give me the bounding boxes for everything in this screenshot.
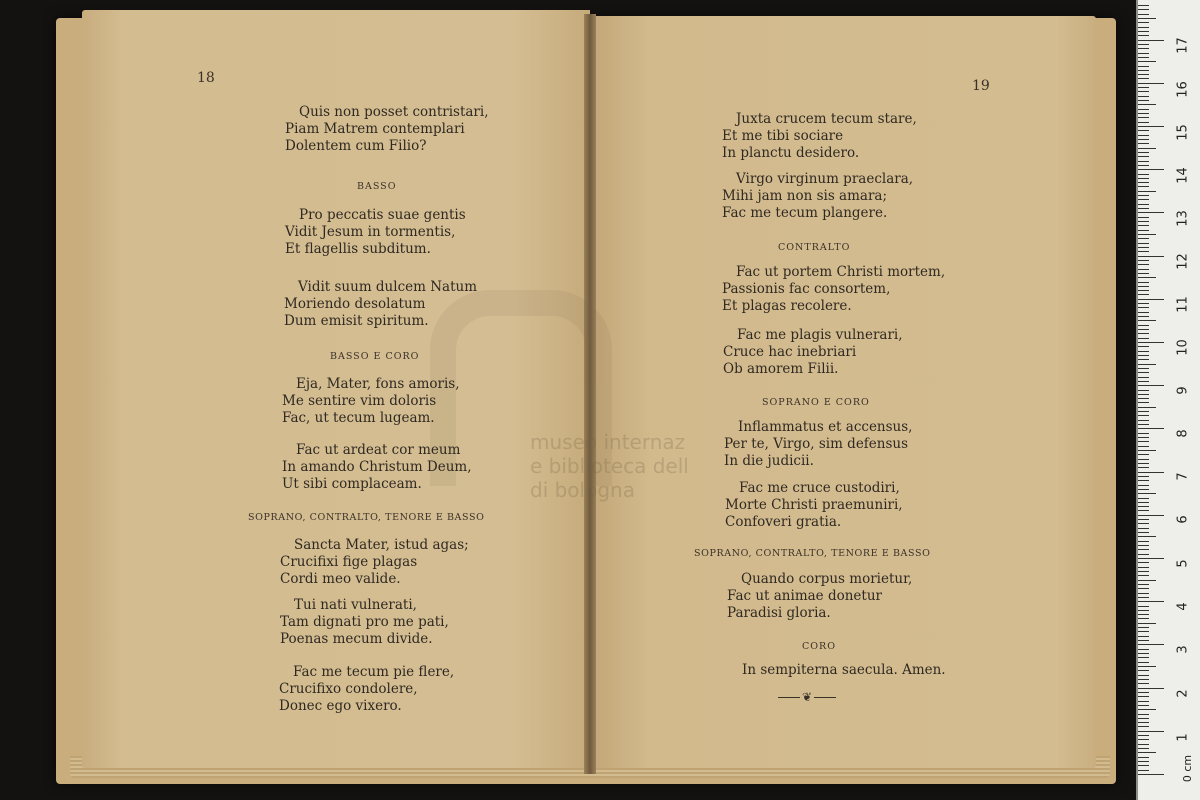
ruler-tick [1138, 752, 1156, 753]
ruler-tick [1138, 18, 1156, 19]
ruler-tick [1138, 238, 1149, 239]
ruler-tick [1138, 735, 1149, 736]
ruler-tick [1138, 109, 1149, 110]
ruler-tick [1138, 765, 1149, 766]
right-stanza-6: Fac me cruce custodiri, Morte Christi praemuniri, Confoveri gratia. [725, 480, 903, 530]
ruler-tick [1138, 225, 1149, 226]
right-stanza-7: Quando corpus morietur, Fac ut animae donetur Paradisi gloria. [727, 571, 913, 621]
ruler-number: 17 [1175, 37, 1191, 54]
ruler-tick [1138, 666, 1156, 667]
ruler-tick [1138, 351, 1149, 352]
ruler-number: 12 [1175, 253, 1191, 270]
ruler-tick [1138, 653, 1149, 654]
ruler-tick [1138, 100, 1149, 101]
ruler-tick [1138, 567, 1149, 568]
ruler-tick [1138, 420, 1149, 421]
left-heading-basso: BASSO [357, 181, 397, 192]
ruler-tick [1138, 74, 1149, 75]
ruler-tick [1138, 14, 1149, 15]
ruler-tick [1138, 718, 1149, 719]
ruler-tick [1138, 40, 1164, 41]
ruler-tick [1138, 441, 1149, 442]
ruler-tick [1138, 381, 1149, 382]
ruler-tick [1138, 126, 1164, 127]
left-stanza-7: Tui nati vulnerati, Tam dignati pro me pati, Poenas mecum divide. [280, 597, 449, 647]
end-ornament [778, 690, 836, 704]
ruler-tick [1138, 644, 1164, 645]
ruler-tick [1138, 739, 1149, 740]
ruler-tick [1138, 346, 1149, 347]
ruler-tick [1138, 22, 1149, 23]
ruler-tick [1138, 502, 1149, 503]
ruler-tick [1138, 372, 1149, 373]
ruler-tick [1138, 390, 1149, 391]
ruler-tick [1138, 174, 1149, 175]
left-stanza-3: Vidit suum dulcem Natum Moriendo desolatum Dum emisit spiritum. [284, 279, 477, 329]
ruler-tick [1138, 230, 1149, 231]
ruler-tick [1138, 679, 1149, 680]
ruler-number: 7 [1175, 472, 1191, 481]
ruler-tick [1138, 649, 1149, 650]
ruler-tick [1138, 398, 1149, 399]
ruler-tick [1138, 597, 1149, 598]
ruler-tick [1138, 44, 1149, 45]
ruler-tick [1138, 770, 1149, 771]
ruler-tick [1138, 31, 1149, 32]
ruler-tick [1138, 614, 1149, 615]
ruler-tick [1138, 234, 1156, 235]
ruler-tick [1138, 428, 1164, 429]
ruler-tick [1138, 411, 1149, 412]
ruler-tick [1138, 610, 1149, 611]
ruler-tick [1138, 256, 1164, 257]
left-heading-quartet: SOPRANO, CONTRALTO, TENORE E BASSO [248, 512, 485, 523]
ruler-tick [1138, 359, 1149, 360]
right-stanza-2: Virgo virginum praeclara, Mihi jam non sis amara; Fac me tecum plangere. [722, 171, 914, 221]
right-stanza-5: Inflammatus et accensus, Per te, Virgo, sim defensus In die judicii. [724, 419, 913, 469]
ruler-tick [1138, 571, 1149, 572]
ruler-number: 11 [1175, 296, 1191, 313]
ruler-tick [1138, 5, 1149, 6]
measurement-ruler [1136, 0, 1200, 800]
ruler-tick [1138, 657, 1149, 658]
ruler-tick [1138, 368, 1149, 369]
ruler-tick [1138, 688, 1164, 689]
ruler-tick [1138, 169, 1164, 170]
ruler-tick [1138, 48, 1149, 49]
ruler-tick [1138, 437, 1149, 438]
ruler-tick [1138, 260, 1149, 261]
ruler-tick [1138, 139, 1149, 140]
ruler-tick [1138, 299, 1164, 300]
ruler-tick [1138, 476, 1149, 477]
ruler-tick [1138, 623, 1156, 624]
left-stanza-2: Pro peccatis suae gentis Vidit Jesum in tormentis, Et flagellis subditum. [285, 207, 466, 257]
ruler-tick [1138, 312, 1149, 313]
ruler-tick [1138, 394, 1149, 395]
ruler-tick [1138, 627, 1149, 628]
ruler-tick [1138, 70, 1149, 71]
ruler-tick [1138, 221, 1149, 222]
left-stanza-6: Sancta Mater, istud agas; Crucifixi fige plagas Cordi meo valide. [280, 537, 469, 587]
ruler-number: 3 [1175, 645, 1191, 654]
ruler-tick [1138, 480, 1149, 481]
page-number-right: 19 [972, 78, 990, 94]
ruler-tick [1138, 402, 1149, 403]
ruler-tick [1138, 35, 1149, 36]
ruler-tick [1138, 269, 1149, 270]
ruler-tick [1138, 705, 1149, 706]
right-heading-contralto: CONTRALTO [778, 242, 851, 253]
ruler-tick [1138, 454, 1149, 455]
ruler-number: 4 [1175, 602, 1191, 611]
ruler-tick [1138, 744, 1149, 745]
left-stanza-5: Fac ut ardeat cor meum In amando Christum Deum, Ut sibi complaceam. [282, 442, 472, 492]
ruler-tick [1138, 182, 1149, 183]
right-heading-quartet: SOPRANO, CONTRALTO, TENORE E BASSO [694, 548, 931, 559]
ruler-tick [1138, 204, 1149, 205]
ruler-number: 10 [1175, 339, 1191, 356]
ruler-number: 8 [1175, 429, 1191, 438]
watermark-text: museo internaz e biblioteca dell di bologna [530, 430, 689, 502]
ruler-tick [1138, 290, 1149, 291]
ruler-number: 1 [1175, 733, 1191, 742]
right-heading-coro: CORO [802, 641, 836, 652]
ruler-tick [1138, 273, 1149, 274]
ruler-tick [1138, 774, 1164, 775]
ruler-tick [1138, 212, 1164, 213]
ruler-tick [1138, 329, 1149, 330]
ruler-tick [1138, 463, 1149, 464]
ruler-tick [1138, 757, 1149, 758]
ruler-tick [1138, 57, 1149, 58]
ruler-tick [1138, 243, 1149, 244]
ruler-tick [1138, 536, 1156, 537]
ruler-tick [1138, 467, 1149, 468]
ruler-tick [1138, 113, 1149, 114]
ruler-tick [1138, 510, 1149, 511]
ruler-tick [1138, 675, 1149, 676]
ruler-tick [1138, 83, 1164, 84]
ruler-tick [1138, 545, 1149, 546]
ruler-tick [1138, 286, 1149, 287]
ruler-tick [1138, 117, 1149, 118]
ruler-tick [1138, 558, 1164, 559]
ruler-tick [1138, 554, 1149, 555]
ruler-tick [1138, 523, 1149, 524]
ruler-tick [1138, 104, 1156, 105]
ruler-tick [1138, 562, 1149, 563]
ruler-tick [1138, 601, 1164, 602]
ruler-tick [1138, 506, 1149, 507]
ruler-tick [1138, 156, 1149, 157]
ruler-tick [1138, 143, 1149, 144]
ruler-tick [1138, 307, 1149, 308]
ruler-tick [1138, 606, 1149, 607]
ruler-tick [1138, 325, 1149, 326]
ruler-number: 14 [1175, 167, 1191, 184]
ruler-tick [1138, 498, 1149, 499]
ruler-tick [1138, 186, 1149, 187]
ruler-tick [1138, 96, 1149, 97]
ruler-tick [1138, 247, 1149, 248]
ruler-tick [1138, 515, 1164, 516]
ruler-number: 15 [1175, 124, 1191, 141]
ruler-tick [1138, 528, 1149, 529]
ruler-tick [1138, 135, 1149, 136]
ruler-tick [1138, 91, 1149, 92]
ruler-tick [1138, 450, 1156, 451]
ruler-tick [1138, 636, 1149, 637]
ruler-tick [1138, 130, 1149, 131]
ruler-tick [1138, 722, 1149, 723]
ruler-tick [1138, 588, 1149, 589]
ruler-tick [1138, 87, 1149, 88]
ruler-number: 6 [1175, 515, 1191, 524]
ruler-tick [1138, 761, 1149, 762]
ruler-tick [1138, 9, 1149, 10]
ruler-tick [1138, 320, 1156, 321]
ruler-tick [1138, 364, 1156, 365]
ruler-tick [1138, 662, 1149, 663]
ruler-tick [1138, 631, 1149, 632]
ruler-tick [1138, 264, 1149, 265]
right-heading-soprano-coro: SOPRANO E CORO [762, 397, 870, 408]
ruler-number: 9 [1175, 386, 1191, 395]
ruler-tick [1138, 161, 1149, 162]
ruler-tick [1138, 692, 1149, 693]
left-stanza-4: Eja, Mater, fons amoris, Me sentire vim doloris Fac, ut tecum lugeam. [282, 376, 460, 426]
ruler-tick [1138, 575, 1149, 576]
ruler-tick [1138, 726, 1149, 727]
ruler-tick [1138, 152, 1149, 153]
ruler-tick [1138, 208, 1149, 209]
ruler-number: 16 [1175, 81, 1191, 98]
closing-line: In sempiterna saecula. Amen. [742, 662, 946, 678]
right-stanza-3: Fac ut portem Christi mortem, Passionis fac consortem, Et plagas recolere. [722, 264, 946, 314]
ruler-tick [1138, 316, 1149, 317]
ruler-tick [1138, 593, 1149, 594]
left-stanza-1: Quis non posset contristari, Piam Matrem contemplari Dolentem cum Filio? [285, 104, 489, 154]
ruler-tick [1138, 701, 1149, 702]
left-stanza-8: Fac me tecum pie flere, Crucifixo condolere, Donec ego vixero. [279, 664, 455, 714]
ruler-tick [1138, 385, 1164, 386]
ruler-tick [1138, 333, 1149, 334]
ruler-tick [1138, 355, 1149, 356]
ruler-tick [1138, 61, 1156, 62]
ruler-tick [1138, 377, 1149, 378]
ruler-tick [1138, 446, 1149, 447]
ruler-tick [1138, 282, 1149, 283]
ruler-tick [1138, 519, 1149, 520]
ruler-tick [1138, 541, 1149, 542]
ruler-unit-label: 0 cm [1181, 754, 1195, 783]
ruler-tick [1138, 714, 1149, 715]
ruler-tick [1138, 549, 1149, 550]
ruler-tick [1138, 338, 1149, 339]
ruler-tick [1138, 618, 1149, 619]
ruler-tick [1138, 122, 1149, 123]
ruler-tick [1138, 748, 1149, 749]
right-stanza-1: Juxta crucem tecum stare, Et me tibi sociare In planctu desidero. [722, 111, 917, 161]
ruler-tick [1138, 251, 1149, 252]
right-stanza-4: Fac me plagis vulnerari, Cruce hac inebriari Ob amorem Filii. [723, 327, 903, 377]
ruler-tick [1138, 670, 1149, 671]
ruler-tick [1138, 294, 1149, 295]
ruler-tick [1138, 415, 1149, 416]
ruler-tick [1138, 709, 1156, 710]
ruler-tick [1138, 53, 1149, 54]
ruler-tick [1138, 472, 1164, 473]
ruler-tick [1138, 407, 1156, 408]
ruler-tick [1138, 584, 1149, 585]
ruler-tick [1138, 27, 1149, 28]
ruler-number: 2 [1175, 689, 1191, 698]
page-number-left: 18 [197, 70, 215, 86]
ruler-tick [1138, 696, 1149, 697]
ruler-tick [1138, 199, 1149, 200]
ornament-rule-right [814, 697, 836, 698]
ruler-tick [1138, 493, 1156, 494]
ruler-tick [1138, 277, 1156, 278]
ruler-tick [1138, 78, 1149, 79]
ruler-tick [1138, 424, 1149, 425]
ruler-number: 13 [1175, 210, 1191, 227]
ruler-tick [1138, 303, 1149, 304]
ornament-flourish-icon: ❦ [802, 690, 813, 704]
ruler-tick [1138, 532, 1149, 533]
ruler-tick [1138, 683, 1149, 684]
ornament-rule-left [778, 697, 800, 698]
ruler-tick [1138, 342, 1164, 343]
ruler-tick [1138, 489, 1149, 490]
ruler-tick [1138, 433, 1149, 434]
left-heading-basso-coro: BASSO E CORO [330, 351, 420, 362]
ruler-tick [1138, 191, 1156, 192]
ruler-tick [1138, 217, 1149, 218]
ruler-tick [1138, 485, 1149, 486]
ruler-tick [1138, 731, 1164, 732]
ruler-tick [1138, 178, 1149, 179]
ruler-tick [1138, 148, 1156, 149]
ruler-number: 5 [1175, 559, 1191, 568]
ruler-tick [1138, 580, 1156, 581]
ruler-tick [1138, 195, 1149, 196]
ruler-tick [1138, 66, 1149, 67]
ruler-tick [1138, 459, 1149, 460]
ruler-tick [1138, 165, 1149, 166]
ruler-tick [1138, 640, 1149, 641]
